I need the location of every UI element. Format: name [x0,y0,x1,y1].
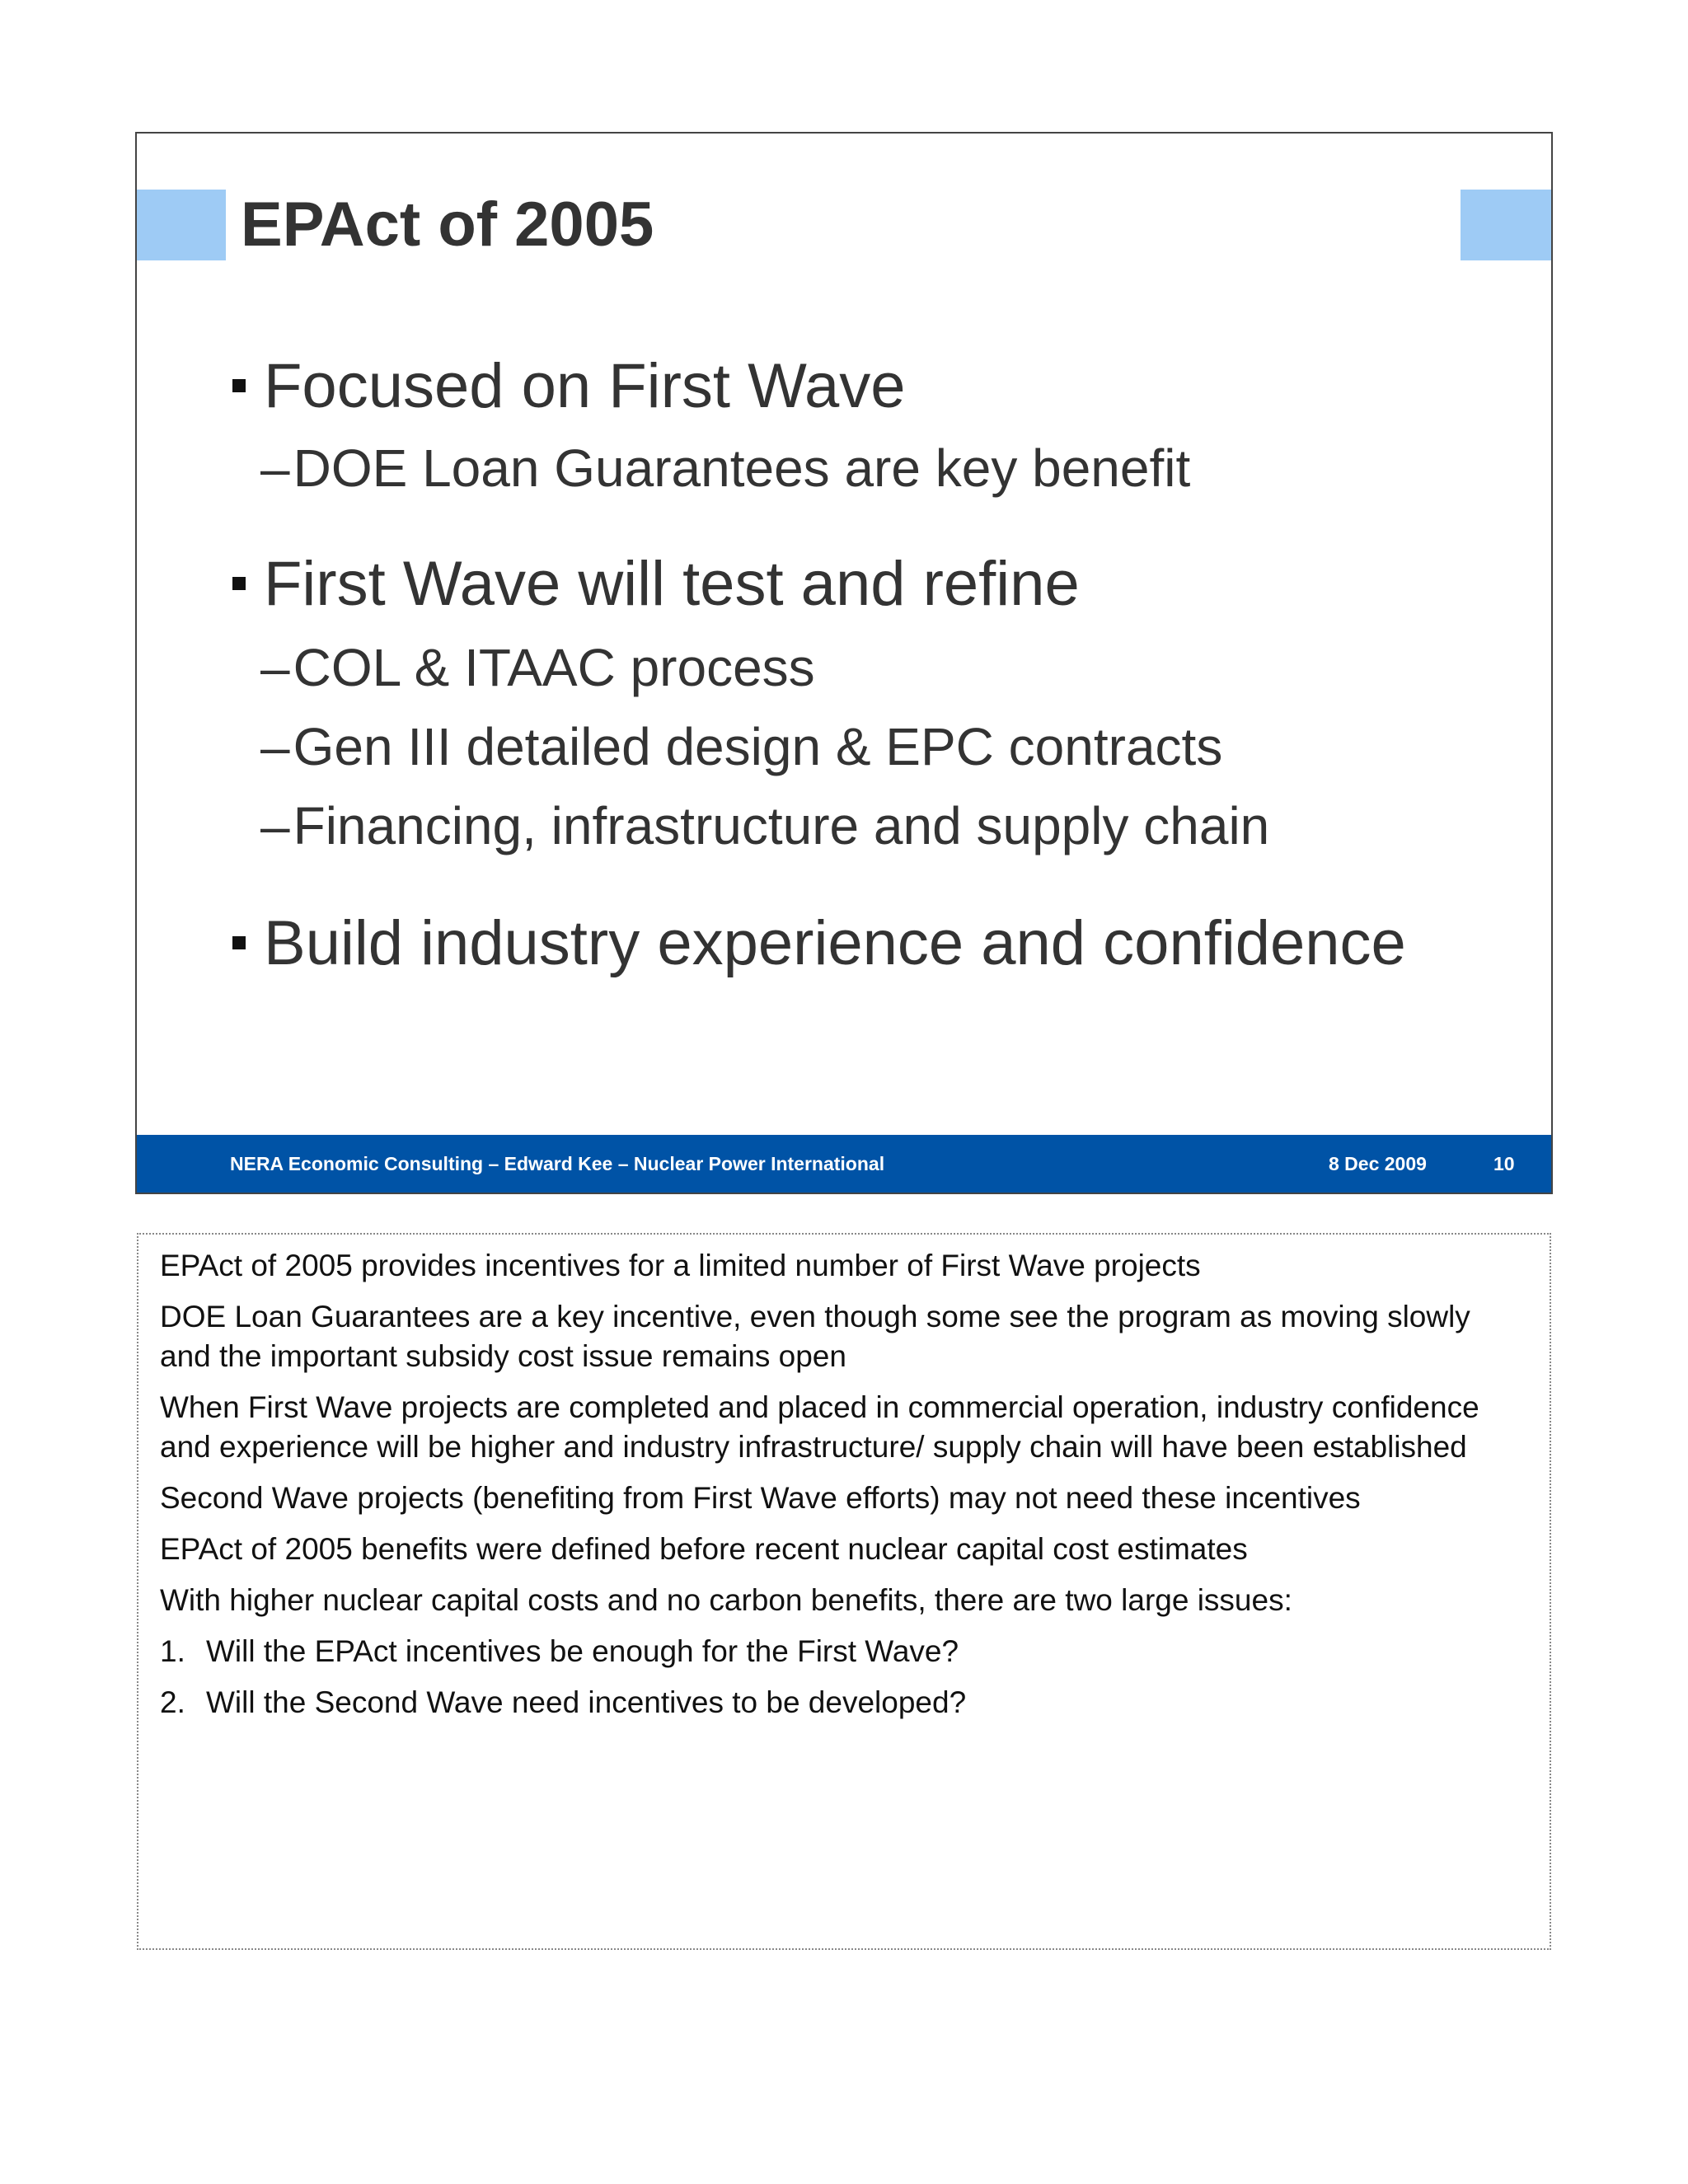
notes-paragraph: Second Wave projects (benefiting from First Wave efforts) may not need these incentives [160,1481,1361,1515]
bullet-item [232,547,1080,621]
sub-bullet-item [260,437,1190,499]
square-bullet-icon [232,577,246,590]
dash-icon: – [260,438,290,498]
title-accent-left [137,190,226,260]
slide-footer [137,1135,1551,1193]
item-text: Will the Second Wave need incentives to be developed? [206,1685,967,1719]
item-text: Will the EPAct incentives be enough for the First Wave? [206,1634,959,1668]
notes-paragraph: EPAct of 2005 benefits were defined before recent nuclear capital cost estimates [160,1532,1248,1566]
square-bullet-icon [232,379,246,392]
speaker-notes [137,1233,1551,1950]
dash-icon: – [260,796,290,855]
notes-paragraph: When First Wave projects are completed and placed in commercial operation, industry confidence and experience will be higher and industry infrastructure/ supply chain will have been established [160,1390,1479,1464]
item-number: 2. [160,1685,185,1719]
item-number: 1. [160,1634,185,1668]
footer-date: 8 Dec 2009 [1329,1153,1427,1174]
bullet-text: Focused on First Wave [264,351,906,421]
notes-numbered-item [160,1683,1528,1722]
bullet-item [232,907,1406,981]
slide [135,132,1553,1194]
sub-bullet-text: DOE Loan Guarantees are key benefit [293,438,1191,498]
title-accent-right [1461,190,1551,260]
sub-bullet-item [260,636,815,699]
dash-icon: – [260,717,290,776]
sub-bullet-text: COL & ITAAC process [293,638,815,697]
dash-icon: – [260,638,290,697]
notes-numbered-item [160,1632,1528,1671]
footer-page-number: 10 [1493,1153,1515,1174]
notes-paragraph: EPAct of 2005 provides incentives for a limited number of First Wave projects [160,1249,1201,1282]
sub-bullet-item [260,794,1269,857]
footer-credit: NERA Economic Consulting – Edward Kee – Nuclear Power International [230,1153,885,1174]
sub-bullet-item [260,715,1222,778]
bullet-text: First Wave will test and refine [264,549,1080,619]
sub-bullet-text: Gen III detailed design & EPC contracts [293,717,1223,776]
square-bullet-icon [232,936,246,949]
notes-paragraph: With higher nuclear capital costs and no carbon benefits, there are two large issues: [160,1583,1292,1617]
bullet-text: Build industry experience and confidence [264,908,1406,978]
notes-paragraph: DOE Loan Guarantees are a key incentive, even though some see the program as moving slowly and the important subsidy cost issue remains open [160,1300,1470,1373]
slide-title: EPAct of 2005 [241,190,654,260]
bullet-item [232,349,906,424]
sub-bullet-text: Financing, infrastructure and supply chain [293,796,1270,855]
